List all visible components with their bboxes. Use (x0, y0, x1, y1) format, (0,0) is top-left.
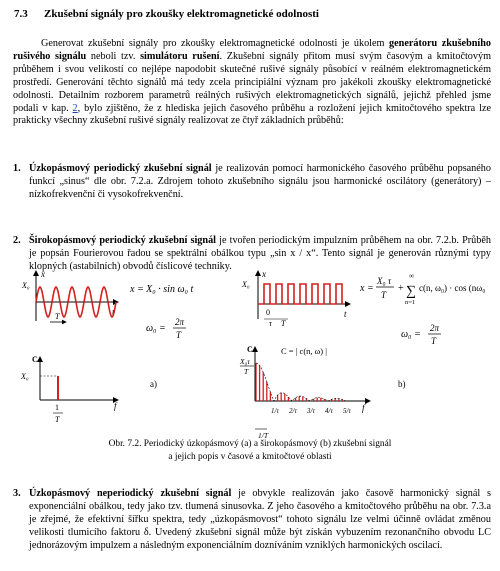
panel-b-spectrum (239, 345, 406, 440)
section-heading (14, 8, 319, 21)
spectrum-tick-labels (271, 407, 351, 415)
figure-7-2 (18, 267, 488, 447)
spectrum-c-label: C (32, 355, 38, 364)
list-item-title: Úzkopásmový neperiodický zkušební signál (29, 488, 232, 499)
fourier-term: c(n, ω₀) · cos (nω₀ t) (419, 283, 488, 293)
panel-b-tag: b) (398, 379, 406, 389)
sum-upper: ∞ (409, 272, 414, 280)
omega-numerator: 2π (175, 317, 185, 327)
list-item-title: Širokopásmový periodický zkušební signál (29, 235, 216, 246)
fourier-frac-den: T (381, 290, 387, 300)
section-title: Zkušební signály pro zkoušky elektromagnetické odolnosti (44, 8, 319, 20)
panel-a-spectrum (20, 355, 157, 424)
amplitude-label: X₀ (22, 281, 30, 290)
tick-label: 1/τ (271, 407, 279, 415)
list-item-text: je tvořen periodickým impulzním průběhem na obr. 7.2.b. Průběh je popsán Fourierovou řadou se spektrální obálkou typu „sin x / x“. Tento signál je generován různými typy klopných (astabilních) obvodů číslicové techniky. (29, 235, 491, 272)
dc-value-label: X₀τ (240, 357, 250, 366)
intro-bold-generator: generátoru zkušebního rušivého signálu (13, 38, 491, 62)
omega-denominator: T (176, 330, 182, 340)
panel-b-time (241, 269, 350, 328)
figure-svg (18, 267, 488, 447)
list-item-1 (13, 163, 491, 202)
amplitude-label: X₀ (242, 280, 250, 289)
list-item-text: je realizován pomocí harmonického časového průběhu popsaného funkcí „sinus“ dle obr. 7.2.a. Zdrojem tohoto zkušebního signálu jsou harmonické oscilátory (generátory) – nízkofrekvenční či vysokofrekvenční. (29, 163, 491, 200)
panel-b-formulas (359, 272, 488, 346)
axis-t-label: t (344, 309, 347, 319)
panel-a-tag: a) (150, 379, 157, 389)
section-number: 7.3 (14, 8, 28, 20)
axis-x-label: x (262, 269, 266, 279)
sum-lower: n=1 (405, 299, 416, 306)
list-number: 3. (13, 488, 21, 499)
axis-x-label: x (41, 269, 45, 279)
sine-formula: x = X₀ · sin ω₀ t (130, 284, 194, 295)
figure-caption-line2: a jejich popis v časové a kmitočtové oblasti (168, 452, 332, 462)
omega-denominator: T (431, 336, 437, 346)
tick-label: 4/τ (325, 407, 333, 415)
list-number: 2. (13, 235, 21, 246)
omega-numerator: 2π (430, 323, 440, 333)
freq-T-label: T (55, 415, 60, 424)
fourier-x: x = (360, 283, 374, 294)
period-label: T (55, 312, 60, 321)
sum-symbol: ∑ (406, 284, 416, 299)
axis-f-label: f (362, 403, 365, 413)
omega-formula: ω₀ = (146, 323, 166, 334)
tick-label: 2/τ (289, 407, 297, 415)
origin-label: 0 (266, 308, 270, 317)
spectrum-lines (256, 363, 346, 401)
list-number: 1. (13, 163, 21, 174)
figure-caption-line1: Obr. 7.2. Periodický úzkopásmový (a) a širokopásmový (b) zkušební signál (108, 439, 392, 449)
fourier-frac-num: X₀ τ (377, 276, 392, 286)
intro-text: , bylo zjištěno, že z hlediska jejich časového průběhu a rozložení jejich kmitočtového spektra lze prakticky všechny zkušební rušivé signály realizovat ze čtyř základních průběhů: (13, 102, 491, 127)
intro-bold-simulator: simulátoru rušení (140, 50, 220, 62)
axis-t-label: t (112, 307, 115, 317)
tick-label: 3/τ (307, 407, 315, 415)
intro-text: . Zkušební signály přitom musí svým časovým a kmitočtovým průběhem i svou velikostí co nejlépe napodobit skutečné rušivé signály působící v reálném elektromagnetickém prostředí. Generování těchto signálů má tedy zcela principiální význam pro jakékoli zkoušky elektromagnetické odolnosti. Detailním rozborem parametrů reálných rušivých elektromagnetických signálů, jejichž přehled jsme podali v kap. (13, 50, 492, 114)
intro-text: Generovat zkušební signály pro zkoušky elektromagnetické odolnosti je úkolem (41, 38, 390, 49)
spectrum-c-label: C (247, 345, 253, 354)
panel-a-formulas (129, 284, 193, 340)
axis-f-label: f (114, 401, 117, 411)
panel-a-time (21, 269, 118, 322)
tau-label: τ (269, 319, 272, 328)
chapter-link[interactable]: 2 (72, 102, 78, 114)
tick-label: 5/τ (343, 407, 351, 415)
amplitude-label: X₀ (21, 372, 29, 381)
period-label: T (281, 319, 286, 328)
pulse-wave (258, 284, 344, 304)
list-item-text: je obvykle realizován jako časově harmonický signál s exponenciální obálkou, tedy jako tzv. tlumená sinusovka. Z jeho časového a kmitočtového průběhu na obr. 7.3.a je zřejmé, že efektivní šířku spektra, tedy „úzkopásmovost“ tohoto signálu lze velmi účinně ovládat změnou velikosti tlumicího faktoru δ. Uvedený zkušební signál může být získán vybuzením rezonančního obvodu LC jednorázovým impulzem a následným exponenciálním dozníváním vzniklých harmonických oscilací. (29, 488, 491, 551)
sinc-envelope (256, 363, 346, 401)
omega-formula: ω₀ = (401, 329, 421, 340)
fourier-plus: + (398, 283, 404, 294)
list-item-3 (13, 488, 491, 553)
intro-paragraph (13, 38, 491, 128)
freq-1-label: 1 (55, 403, 59, 412)
list-item-title: Úzkopásmový periodický zkušební signál (29, 163, 212, 174)
spectrum-formula: C = | c(n, ω) | (281, 346, 327, 356)
dc-value-den: T (244, 367, 249, 376)
intro-text: neboli tzv. (86, 50, 141, 62)
line-spacing-label: 1/T (258, 431, 269, 440)
